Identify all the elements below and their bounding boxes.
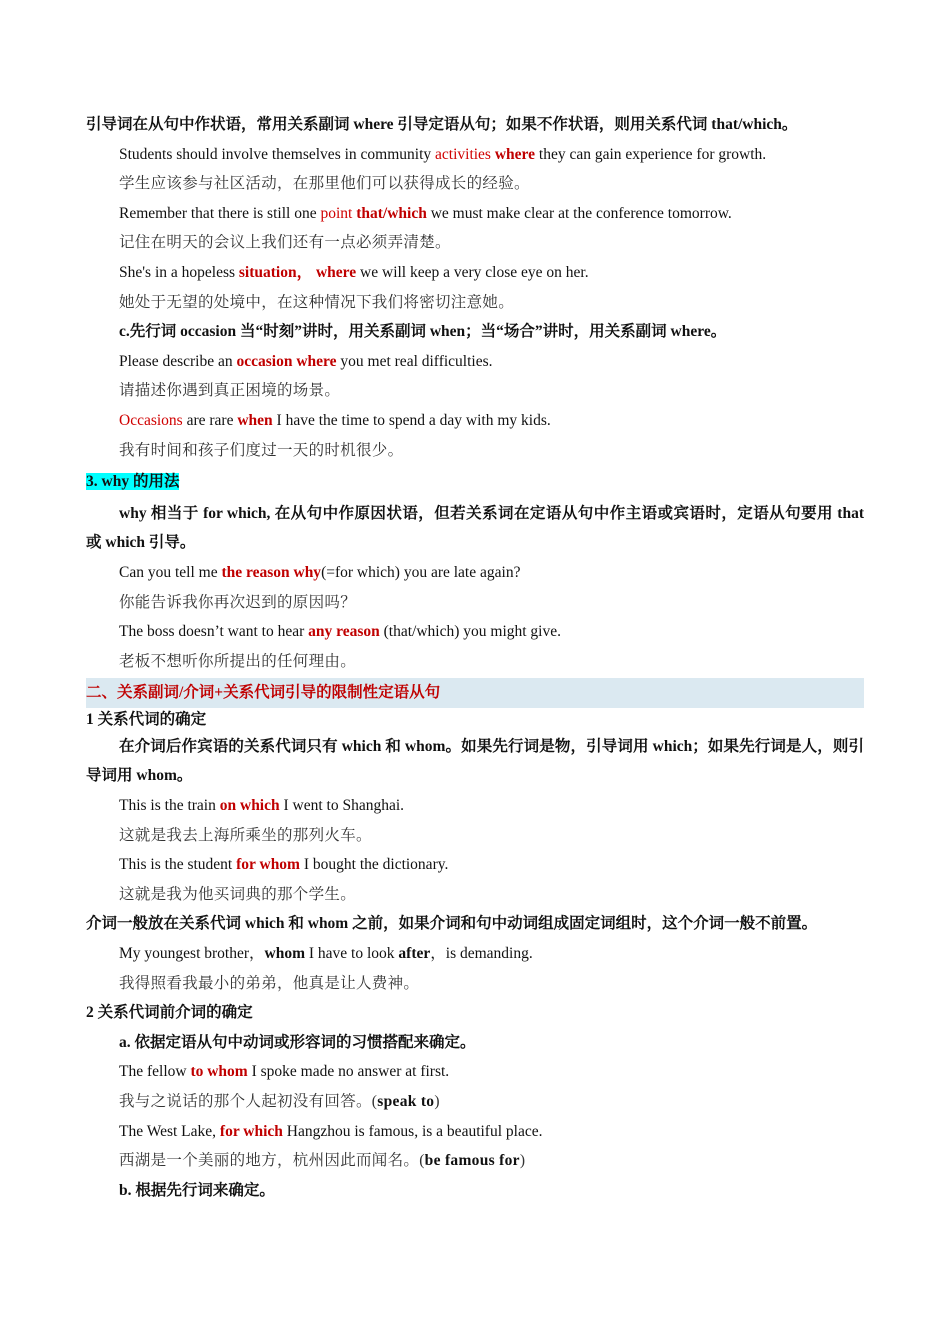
translation: 老板不想听你所提出的任何理由。 bbox=[119, 652, 357, 670]
rule-prep-object: 在介词后作宾语的关系代词只有 which 和 whom。如果先行词是物，引导词用 which；如果先行词是人，则引导词用 whom。 bbox=[86, 737, 864, 785]
translation: 这就是我去上海所乘坐的那列火车。 bbox=[119, 826, 372, 844]
example-sentence: The boss doesn’t want to hear any reason (that/which) you might give. bbox=[119, 623, 561, 641]
translation: 我有时间和孩子们度过一天的时机很少。 bbox=[119, 441, 404, 459]
subheading-relative-pronoun: 1 关系代词的确定 bbox=[86, 710, 207, 728]
translation: 西湖是一个美丽的地方，杭州因此而闻名。(be famous for) bbox=[119, 1152, 526, 1170]
rule-occasion: c.先行词 occasion 当“时刻”讲时，用关系副词 when；当“场合”讲时，用关系副词 where。 bbox=[119, 323, 727, 341]
example-sentence: Please describe an occasion where you met real difficulties. bbox=[119, 352, 493, 370]
example-sentence: This is the student for whom I bought the dictionary. bbox=[119, 856, 449, 874]
document-page bbox=[86, 110, 864, 1205]
example-sentence: The fellow to whom I spoke made no answer at first. bbox=[119, 1063, 450, 1081]
translation: 请描述你遇到真正困境的场景。 bbox=[119, 382, 341, 400]
heading-why: 3. why 的用法 bbox=[86, 473, 180, 491]
example-sentence: The West Lake, for which Hangzhou is famous, is a beautiful place. bbox=[119, 1122, 543, 1140]
translation: 记住在明天的会议上我们还有一点必须弄清楚。 bbox=[119, 234, 451, 252]
example-sentence: She's in a hopeless situation， where we will keep a very close eye on her. bbox=[119, 263, 589, 281]
rule-collocation: a. 依据定语从句中动词或形容词的习惯搭配来确定。 bbox=[119, 1033, 476, 1051]
rule-antecedent: b. 根据先行词来确定。 bbox=[119, 1181, 275, 1199]
translation: 你能告诉我你再次迟到的原因吗？ bbox=[119, 593, 357, 611]
example-sentence: My youngest brother，whom I have to look after，is demanding. bbox=[119, 945, 533, 963]
rule-prep-position: 介词一般放在关系代词 which 和 whom 之前，如果介词和句中动词组成固定词组时，这个介词一般不前置。 bbox=[86, 915, 818, 933]
example-sentence: Students should involve themselves in community activities where they can gain experience for growth. bbox=[119, 145, 767, 163]
translation: 我得照看我最小的弟弟，他真是让人费神。 bbox=[119, 974, 420, 992]
example-sentence: This is the train on which I went to Shanghai. bbox=[119, 797, 405, 815]
section-heading: 二、关系副词/介词+关系代词引导的限制性定语从句 bbox=[86, 678, 864, 708]
rule-where: 引导词在从句中作状语，常用关系副词 where 引导定语从句；如果不作状语，则用关系代词 that/which。 bbox=[86, 116, 798, 133]
translation: 她处于无望的处境中，在这种情况下我们将密切注意她。 bbox=[119, 293, 515, 311]
subheading-preposition: 2 关系代词前介词的确定 bbox=[86, 1004, 253, 1022]
example-sentence: Occasions are rare when I have the time to spend a day with my kids. bbox=[119, 411, 551, 429]
example-sentence: Can you tell me the reason why(=for which) you are late again? bbox=[119, 563, 521, 581]
translation: 学生应该参与社区活动，在那里他们可以获得成长的经验。 bbox=[119, 175, 530, 193]
translation: 这就是我为他买词典的那个学生。 bbox=[119, 885, 357, 903]
rule-why: why 相当于 for which, 在从句中作原因状语，但若关系词在定语从句中作主语或宾语时，定语从句要用 that 或 which 引导。 bbox=[86, 504, 864, 552]
example-sentence: Remember that there is still one point that/which we must make clear at the conference tomorrow. bbox=[119, 204, 732, 222]
translation: 我与之说话的那个人起初没有回答。(speak to) bbox=[119, 1093, 440, 1110]
